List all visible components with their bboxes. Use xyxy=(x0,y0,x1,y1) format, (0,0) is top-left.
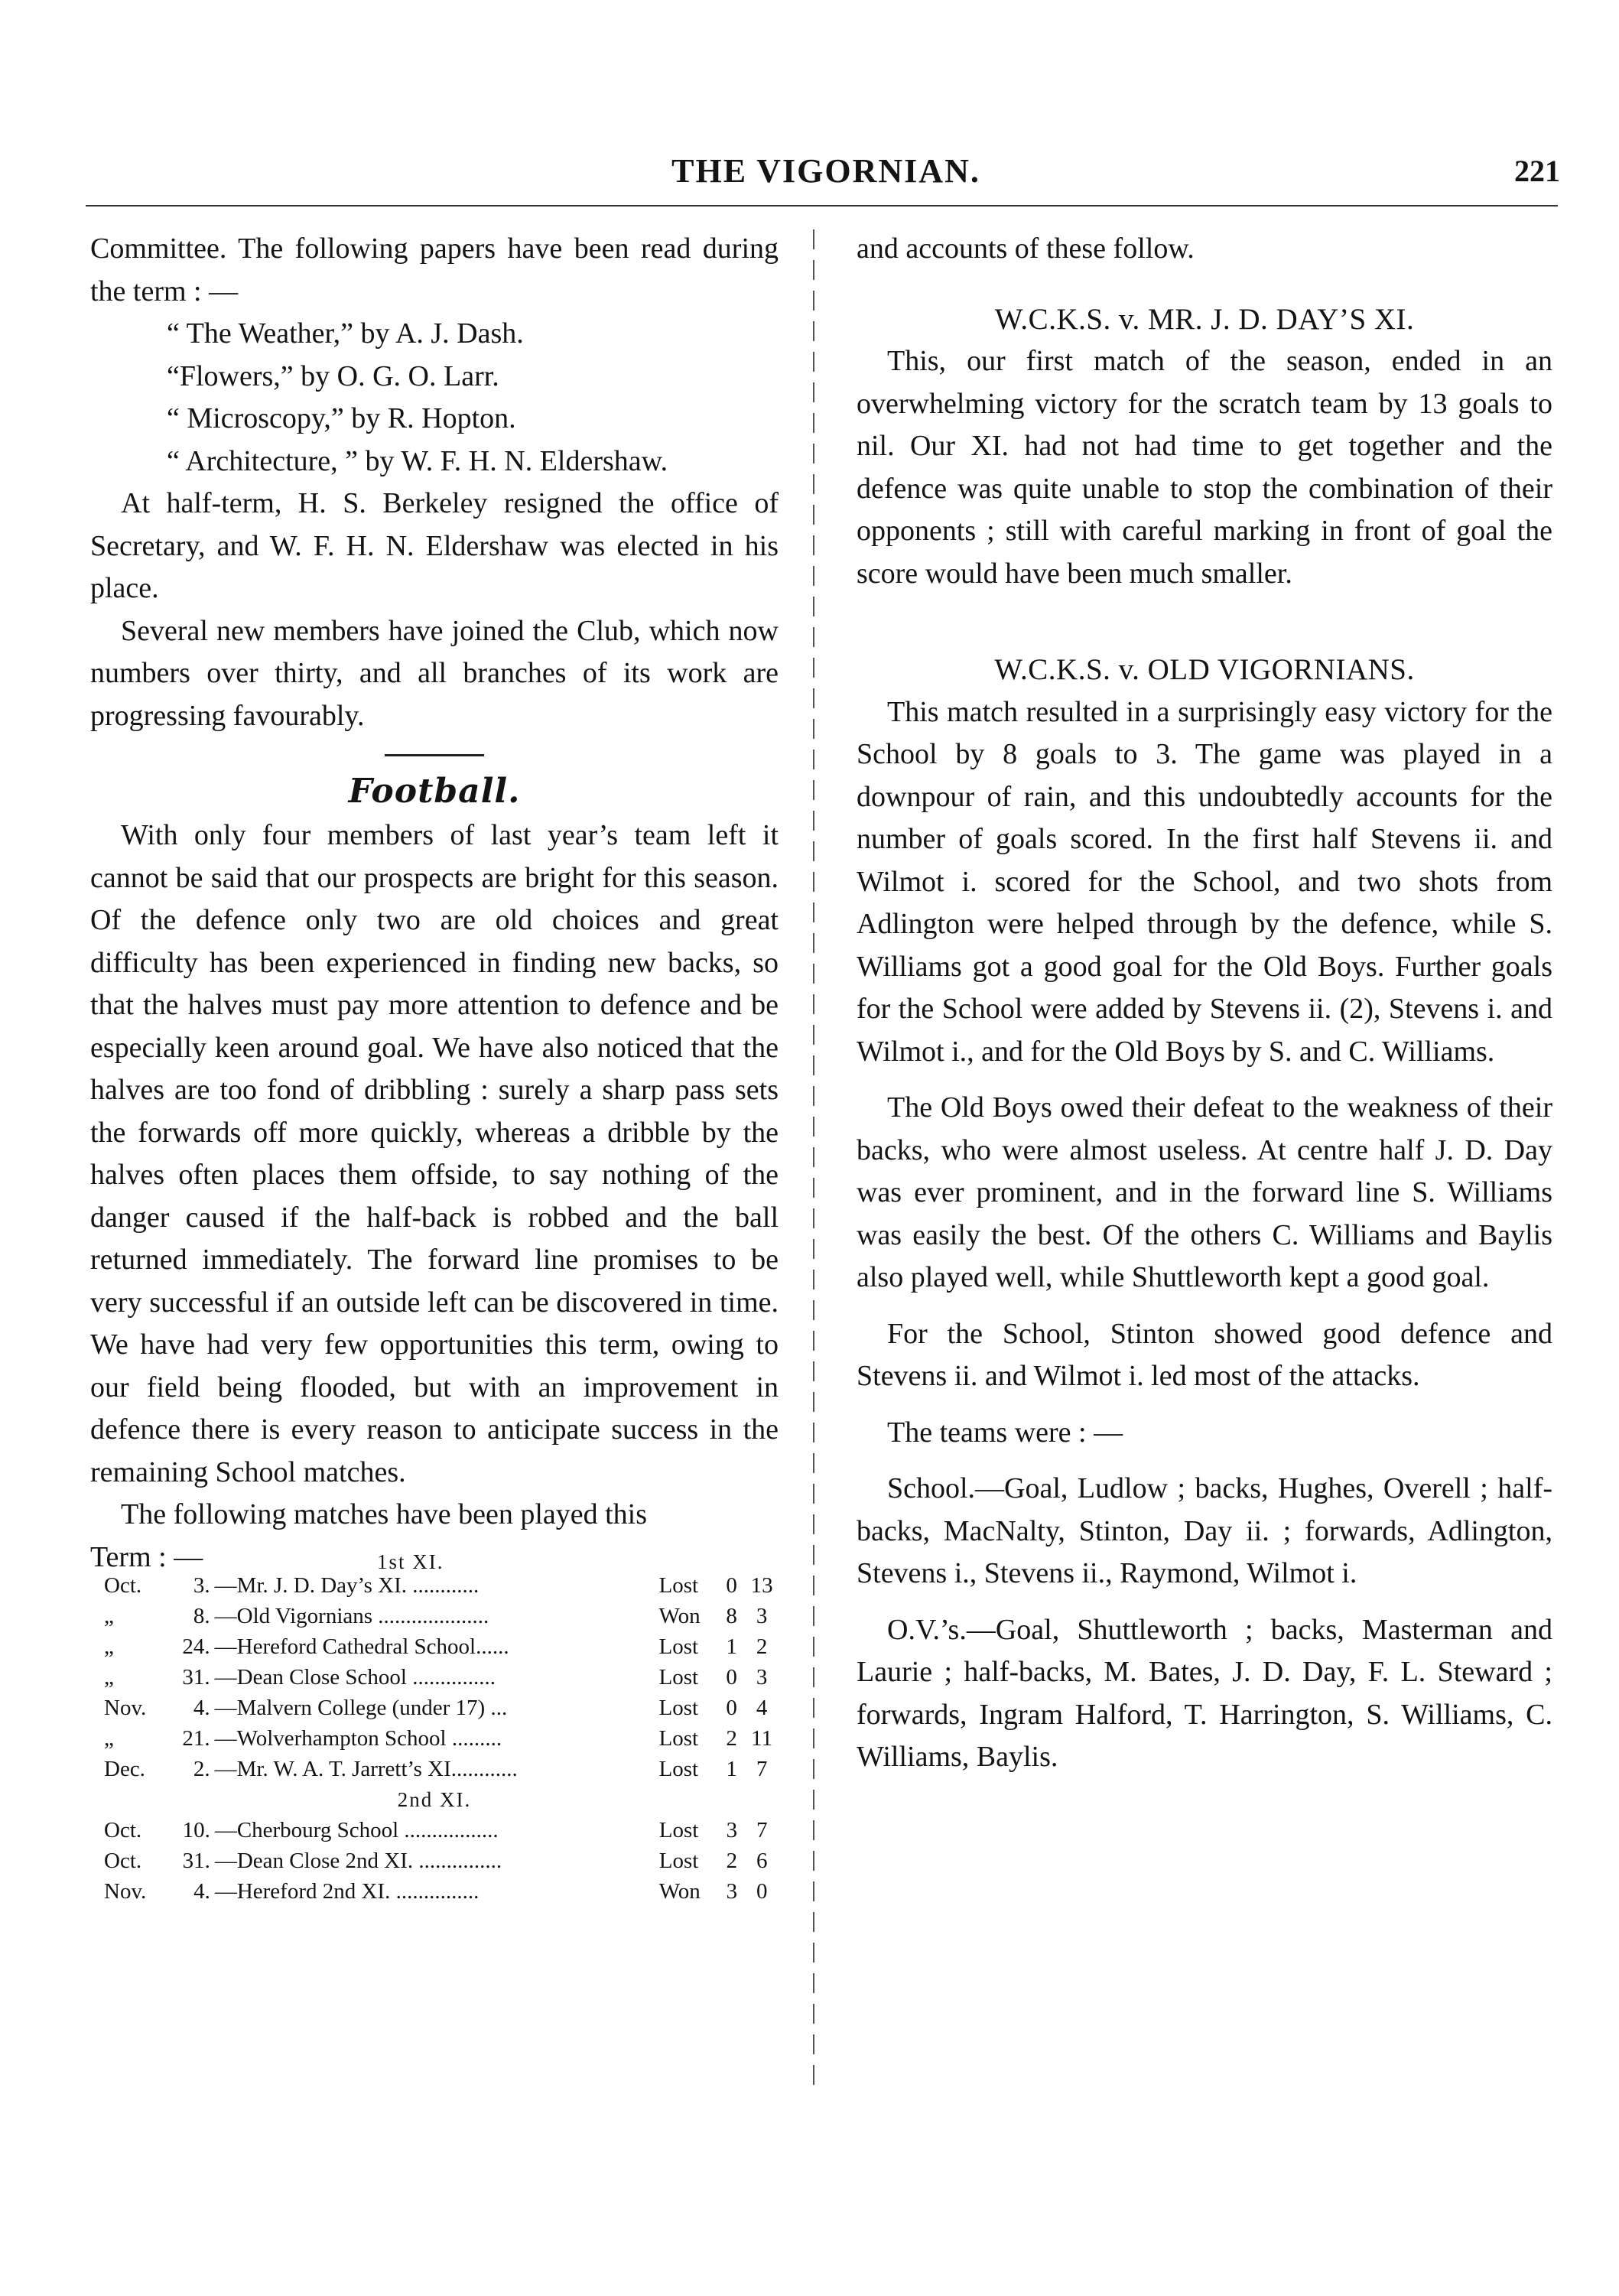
result-opponent: —Dean Close 2nd XI. ............... xyxy=(214,1848,502,1873)
result-date: 4. xyxy=(193,1878,210,1904)
result-opponent: —Mr. J. D. Day’s XI. ............ xyxy=(214,1572,480,1598)
result-opponent: —Hereford Cathedral School...... xyxy=(214,1634,509,1659)
old-boys-paragraph: The Old Boys owed their defeat to the weakness of their backs, who were almost useless. At centre half J. D. Day was ever prominent, and in the forward line S. Williams was easily the best. Of the others C. Williams and Baylis also played well, while Shuttleworth kept a good goal. xyxy=(857,1091,1552,1293)
result-goals-against: 13 xyxy=(750,1572,773,1598)
second-xi-results-table xyxy=(104,1815,777,1907)
result-month: „ xyxy=(104,1725,114,1751)
header-rule xyxy=(86,205,1558,207)
result-goals-against: 11 xyxy=(751,1725,773,1751)
football-heading: Football. xyxy=(348,772,521,811)
result-row xyxy=(104,1723,777,1754)
result-goals-for: 0 xyxy=(726,1664,737,1689)
term-label: Term : — xyxy=(90,1540,203,1573)
result-month: „ xyxy=(104,1634,114,1659)
result-goals-for: 1 xyxy=(726,1634,737,1659)
result-outcome: Lost xyxy=(658,1756,699,1781)
paper-item: “Flowers,” by O. G. O. Larr. xyxy=(167,359,499,392)
result-month: Nov. xyxy=(104,1695,147,1720)
result-date: 21. xyxy=(182,1725,210,1751)
paper-item: “ Microscopy,” by R. Hopton. xyxy=(167,402,516,434)
result-goals-for: 2 xyxy=(726,1848,738,1873)
ov-team-lineup: O.V.’s.—Goal, Shuttleworth ; backs, Masterman and Laurie ; half-backs, M. Bates, J. D. Day, F. L. Steward ; forwards, Ingram Halford, T. Harrington, S. Williams, C. Williams, Baylis. xyxy=(857,1613,1552,1773)
result-goals-for: 1 xyxy=(726,1756,737,1781)
result-row xyxy=(104,1754,777,1784)
accounts-follow-line: and accounts of these follow. xyxy=(857,233,1195,265)
result-goals-for: 0 xyxy=(726,1695,737,1720)
result-row xyxy=(104,1693,777,1723)
result-outcome: Won xyxy=(658,1603,701,1628)
old-vigornians-report: This match resulted in a surprisingly easy victory for the School by 8 goals to 3. The game was played in a downpour of rain, and this undoubtedly accounts for the number of goals scored. In the first half Stevens ii. and Wilmot i. scored for the School, and two shots from Adlington were helped through by the defence, while S. Williams got a good goal for the Old Boys. Further goals for the School were added by Stevens ii. (2), Stevens i. and Wilmot i., and for the Old Boys by S. and C. Williams. xyxy=(857,695,1552,1068)
football-paragraph: With only four members of last year’s team left it cannot be said that our prospects are bright for this season. Of the defence only two are old choices and great difficulty has been experienced in finding new backs, so that the halves must pay more attention to defence and be especially keen around goal. We have also noticed that the halves are too fond of dribbling : surely a sharp pass sets the forwards off more quickly, whereas a dribble by the halves often places them offside, to say nothing of the danger caused if the half-back is robbed and the ball returned immediately. The forward line promises to be very successful if an outside left can be discovered in time. We have had very few opportunities this term, owing to our field being flooded, but with an improvement in defence there is every reason to anticipate success in the remaining School matches. xyxy=(90,819,779,1488)
term-line xyxy=(90,1537,779,1573)
result-opponent: —Dean Close School ............... xyxy=(214,1664,496,1689)
school-team-lineup: School.—Goal, Ludlow ; backs, Hughes, Overell ; half-backs, MacNalty, Stinton, Day ii. ; forwards, Adlington, Stevens i., Stevens ii., Raymond, Wilmot i. xyxy=(857,1472,1552,1589)
result-goals-against: 7 xyxy=(756,1756,768,1781)
result-opponent: —Wolverhampton School ......... xyxy=(214,1725,502,1751)
right-column xyxy=(857,228,1552,1779)
left-column xyxy=(90,228,779,1907)
result-goals-against: 2 xyxy=(756,1634,768,1659)
result-goals-against: 0 xyxy=(756,1878,768,1904)
club-paragraph: Several new members have joined the Club, which now numbers over thirty, and all branches of its work are progressing favourably. xyxy=(90,614,779,732)
result-row xyxy=(104,1846,777,1876)
result-opponent: —Cherbourg School ................. xyxy=(214,1817,499,1842)
result-date: 10. xyxy=(182,1817,210,1842)
result-opponent: —Hereford 2nd XI. ............... xyxy=(214,1878,480,1904)
result-outcome: Won xyxy=(658,1878,701,1904)
result-goals-against: 6 xyxy=(756,1848,768,1873)
result-row xyxy=(104,1662,777,1693)
result-row xyxy=(104,1631,777,1662)
result-outcome: Lost xyxy=(658,1695,699,1720)
first-xi-label: 1st XI. xyxy=(377,1550,444,1573)
result-goals-for: 3 xyxy=(726,1817,738,1842)
result-row xyxy=(104,1815,777,1846)
result-goals-for: 8 xyxy=(726,1603,737,1628)
result-month: Oct. xyxy=(104,1848,142,1873)
day-xi-report: This, our first match of the season, ended in an overwhelming victory for the scratch team by 13 goals to nil. Our XI. had not had time to get together and the defence was quite unable to stop the combination of their opponents ; still with careful marking in front of goal the score would have been much smaller. xyxy=(857,345,1552,590)
result-opponent: —Malvern College (under 17) ... xyxy=(214,1695,508,1720)
second-xi-label: 2nd XI. xyxy=(397,1787,472,1811)
result-month: „ xyxy=(104,1664,114,1689)
first-xi-results-table xyxy=(104,1570,777,1784)
result-goals-against: 3 xyxy=(756,1603,768,1628)
result-month: Dec. xyxy=(104,1756,145,1781)
result-goals-for: 3 xyxy=(726,1878,738,1904)
result-month: Oct. xyxy=(104,1572,142,1598)
result-date: 8. xyxy=(193,1603,210,1628)
result-outcome: Lost xyxy=(658,1848,699,1873)
result-month: „ xyxy=(104,1603,114,1628)
section-rule xyxy=(385,754,484,756)
result-outcome: Lost xyxy=(658,1664,699,1689)
result-date: 3. xyxy=(193,1572,210,1598)
result-row xyxy=(104,1876,777,1907)
journal-title: THE VIGORNIAN. xyxy=(671,152,980,190)
result-outcome: Lost xyxy=(658,1817,699,1842)
result-date: 31. xyxy=(182,1664,210,1689)
secretary-paragraph: At half-term, H. S. Berkeley resigned the office of Secretary, and W. F. H. N. Eldershaw was elected in his place. xyxy=(90,487,779,604)
matches-intro: The following matches have been played this xyxy=(121,1498,648,1530)
running-header xyxy=(92,151,1560,207)
result-outcome: Lost xyxy=(658,1572,699,1598)
result-goals-for: 2 xyxy=(726,1725,737,1751)
result-outcome: Lost xyxy=(658,1725,699,1751)
column-divider xyxy=(813,229,814,2096)
result-goals-against: 3 xyxy=(756,1664,768,1689)
result-month: Oct. xyxy=(104,1817,142,1842)
result-date: 31. xyxy=(182,1848,210,1873)
result-date: 2. xyxy=(193,1756,210,1781)
result-goals-against: 4 xyxy=(756,1695,768,1720)
teams-intro: The teams were : — xyxy=(887,1416,1123,1449)
result-month: Nov. xyxy=(104,1878,147,1904)
result-goals-against: 7 xyxy=(756,1817,768,1842)
page-number: 221 xyxy=(1514,154,1560,188)
result-goals-for: 0 xyxy=(726,1572,737,1598)
result-opponent: —Old Vigornians .................... xyxy=(214,1603,489,1628)
paper-item: “ Architecture, ” by W. F. H. N. Eldershaw. xyxy=(167,444,668,477)
result-row xyxy=(104,1601,777,1631)
match-heading-old-vigornians: W.C.K.S. v. OLD VIGORNIANS. xyxy=(994,653,1415,686)
result-date: 4. xyxy=(193,1695,210,1720)
match-heading-day-xi: W.C.K.S. v. MR. J. D. DAY’S XI. xyxy=(994,302,1415,336)
result-opponent: —Mr. W. A. T. Jarrett’s XI............ xyxy=(214,1756,518,1781)
school-paragraph: For the School, Stinton showed good defence and Stevens ii. and Wilmot i. led most of the attacks. xyxy=(857,1317,1552,1392)
paper-item: “ The Weather,” by A. J. Dash. xyxy=(167,317,524,350)
result-outcome: Lost xyxy=(658,1634,699,1659)
result-date: 24. xyxy=(182,1634,210,1659)
committee-paragraph: Committee. The following papers have been read during the term : — xyxy=(90,233,779,307)
